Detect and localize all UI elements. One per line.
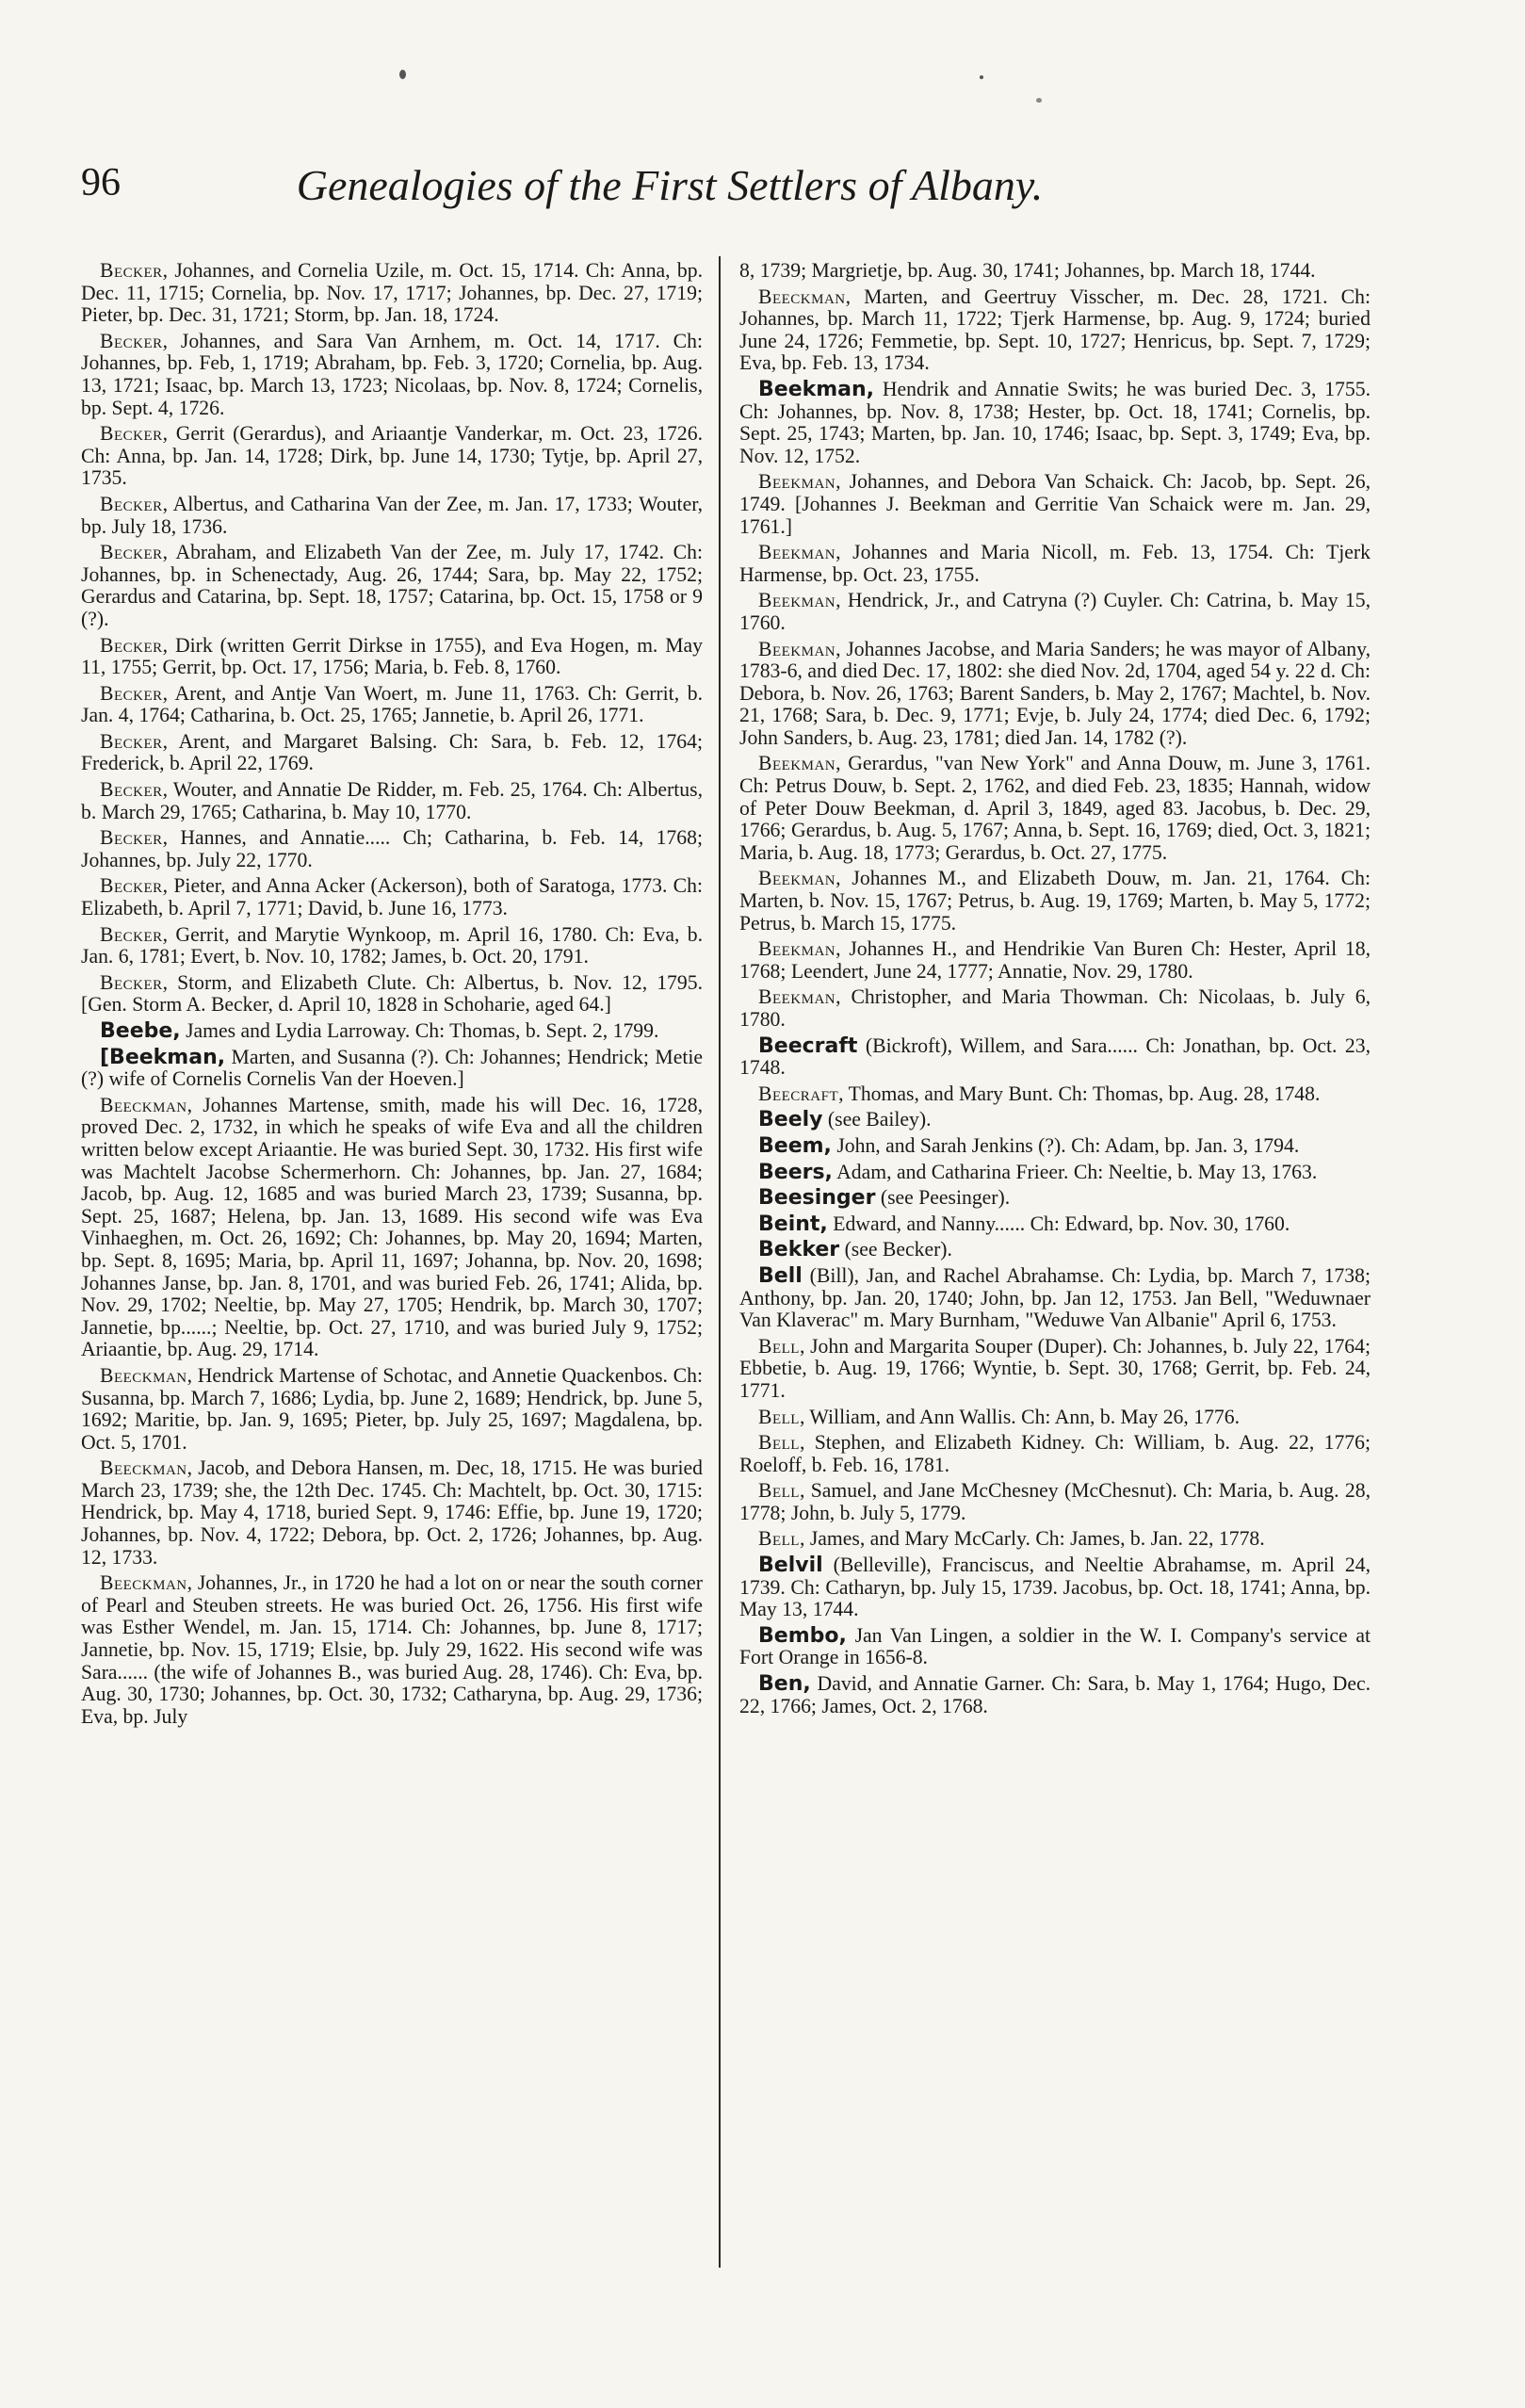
entry-surname: Beely xyxy=(758,1108,823,1132)
entry-text: (Bickroft), Willem, and Sara...... Ch: Jonathan, bp. Oct. 23, 1748. xyxy=(739,1033,1371,1080)
entry-text: , Johannes, and Cornelia Uzile, m. Oct. 15, 1714. Ch: Anna, bp. Dec. 11, 1715; Cornelia, bp. Nov. 17, 1717; Johannes, bp. Dec. 27, 1719; Pieter, bp. Dec. 31, 1721; Storm, bp. Jan. 18, 1724. xyxy=(81,260,703,327)
entry-text: , James, and Mary McCarly. Ch: James, b. Jan. 22, 1778. xyxy=(799,1527,1265,1551)
genealogy-entry xyxy=(739,1554,1371,1621)
entry-surname: Beesinger xyxy=(758,1186,876,1211)
entry-text: , Pieter, and Anna Acker (Ackerson), both of Saratoga, 1773. Ch: Elizabeth, b. April 7, 1771; David, b. June 16, 1773. xyxy=(81,874,703,920)
genealogy-entry xyxy=(81,827,703,871)
entry-text: (see Bailey). xyxy=(822,1108,932,1131)
entry-surname: Becker xyxy=(100,633,163,657)
genealogy-entry xyxy=(81,1047,703,1091)
genealogy-entry xyxy=(739,1135,1371,1158)
entry-text: 8, 1739; Margrietje, bp. Aug. 30, 1741; Johannes, bp. March 18, 1744. xyxy=(739,260,1316,282)
entry-surname: Beekman xyxy=(758,637,836,660)
genealogy-entry xyxy=(739,1187,1371,1210)
genealogy-entry xyxy=(739,1035,1371,1080)
page-header xyxy=(81,160,1145,217)
entry-surname: Bekker xyxy=(758,1238,840,1262)
genealogy-entry xyxy=(739,1480,1371,1524)
entry-surname: Bell xyxy=(758,1479,800,1503)
genealogy-entry xyxy=(739,753,1371,864)
running-title: Genealogies of the First Settlers of Albany. xyxy=(296,161,1044,209)
entry-surname: Becker xyxy=(100,922,163,946)
entry-surname: Beekman xyxy=(758,589,836,612)
entry-surname: Becker xyxy=(100,778,163,802)
entry-surname: Becker xyxy=(100,681,163,705)
genealogy-entry xyxy=(739,1265,1371,1332)
entry-text: , William, and Ann Wallis. Ch: Ann, b. May 26, 1776. xyxy=(799,1405,1241,1428)
genealogy-entry xyxy=(81,1020,703,1043)
entry-surname: Bell xyxy=(758,1431,800,1455)
genealogy-entry xyxy=(81,1457,703,1569)
genealogy-entry xyxy=(739,286,1371,375)
entry-text: , Gerardus, "van New York" and Anna Douw, m. June 3, 1761. Ch: Petrus Douw, b. Sept. 2, 1762, and died Feb. 23, 1835; Hannah, widow of Peter Douw Beekman, d. April 3, 1849, aged 83. Jacobus, b. Dec. 29, 1766; Gerardus, b. Aug. 5, 1767; Anna, b. Sept. 16, 1769; died, Oct. 3, 1821; Maria, b. Aug. 18, 1773; Gerardus, b. Oct. 27, 1775. xyxy=(739,752,1371,864)
entry-text: Jan Van Lingen, a soldier in the W. I. Company's service at Fort Orange in 1656-8. xyxy=(739,1623,1371,1669)
genealogy-entry xyxy=(81,731,703,775)
entry-surname: Becker xyxy=(100,422,163,446)
entry-surname: Beeckman xyxy=(100,1456,187,1480)
genealogy-entry xyxy=(739,639,1371,750)
genealogy-entry xyxy=(81,494,703,538)
ink-speck xyxy=(399,70,406,79)
entry-surname: Becker xyxy=(100,970,163,994)
genealogy-entry xyxy=(81,331,703,419)
entry-surname: Beekman, xyxy=(758,377,875,401)
column-divider xyxy=(719,256,721,2268)
entry-text: , Hannes, and Annatie..... Ch; Catharina, b. Feb. 14, 1768; Johannes, bp. July 22, 1770. xyxy=(81,826,703,871)
entry-text: , Gerrit, and Marytie Wynkoop, m. April 16, 1780. Ch: Eva, b. Jan. 6, 1781; Evert, b. Nov. 10, 1782; James, b. Oct. 20, 1791. xyxy=(81,922,703,968)
genealogy-entry xyxy=(739,379,1371,467)
entry-surname: Beecraft xyxy=(758,1033,858,1058)
entry-text: , Johannes Jacobse, and Maria Sanders; he was mayor of Albany, 1783-6, and died Dec. 17, 1802: she died Nov. 2d, 1704, aged 54 y. 22 d. Ch: Debora, b. Nov. 26, 1763; Barent Sanders, b. May 2, 1767; Machtel, b. Nov. 21, 1768; Sara, b. Dec. 9, 1771; Evje, b. July 24, 1774; died Dec. 6, 1792; John Sanders, b. Aug. 23, 1781; died Jan. 14, 1782 (?). xyxy=(739,637,1371,749)
genealogy-entry xyxy=(81,1572,703,1728)
entry-text: , Johannes Martense, smith, made his will Dec. 16, 1728, proved Dec. 2, 1732, in which he speaks of wife Eva and all the children written below except Ariaantie. He was buried Sept. 30, 1732. His first wife was Machtelt Jacobse Schermerhorn. Ch: Johannes, bp. Jan. 27, 1684; Jacob, bp. Aug. 12, 1685 and was buried March 23, 1739; Susanna, bp. Sept. 25, 1687; Helena, bp. Jan. 13, 1689. His second wife was Eva Vinhaeghen, m. Oct. 26, 1692; Ch: Johannes, bp. May 20, 1694; Marten, bp. Sept. 8, 1695; Maria, bp. April 11, 1697; Johanna, bp. Nov. 20, 1698; Johannes Janse, bp. Jan. 8, 1701, and was buried Feb. 26, 1741; Alida, bp. Nov. 29, 1702; Neeltie, bp. May 27, 1705; Hendrik, bp. March 30, 1707; Jannetie, bp......; Neeltie, bp. Oct. 27, 1710, and was buried July 9, 1752; Ariaantie, bp. Aug. 29, 1714. xyxy=(81,1093,703,1361)
entry-surname: Bembo, xyxy=(758,1623,847,1648)
genealogy-entry xyxy=(81,423,703,490)
entry-text: (Bill), Jan, and Rachel Abrahamse. Ch: Lydia, bp. March 7, 1738; Anthony, bp. Jan. 20, 1740; John, bp. Jan 12, 1753. Jan Bell, "Weduwnaer Van Klaverac" m. Mary Burnham, "Weduwe Van Albanie" April 6, 1753. xyxy=(739,1263,1371,1332)
left-column xyxy=(81,260,703,2267)
entry-text: , Hendrick Martense of Schotac, and Annetie Quackenbos. Ch: Susanna, bp. March 7, 1686; Lydia, bp. June 2, 1689; Hendrick, bp. June 5, 1692; Maritie, bp. Jan. 9, 1695; Pieter, bp. July 25, 1697; Magdalena, bp. Oct. 5, 1701. xyxy=(81,1363,703,1454)
entry-text: David, and Annatie Garner. Ch: Sara, b. May 1, 1764; Hugo, Dec. 22, 1766; James, Oct. 2, 1768. xyxy=(739,1672,1371,1717)
genealogy-entry xyxy=(81,779,703,823)
genealogy-entry xyxy=(81,1095,703,1361)
entry-text: Adam, and Catharina Frieer. Ch: Neeltie, b. May 13, 1763. xyxy=(832,1160,1318,1183)
genealogy-entry xyxy=(739,1213,1371,1236)
entry-surname: Beem, xyxy=(758,1133,832,1158)
entry-text: , Johannes M., and Elizabeth Douw, m. Jan. 21, 1764. Ch: Marten, b. Nov. 15, 1767; Petrus, b. Aug. 19, 1769; Marten, b. May 5, 1772; Petrus, b. March 15, 1775. xyxy=(739,867,1371,935)
right-column xyxy=(739,260,1371,2267)
entry-surname: Bell xyxy=(758,1334,800,1358)
entry-surname: Beeckman xyxy=(758,285,846,308)
entry-surname: Bell xyxy=(758,1263,803,1288)
entry-surname: Becker xyxy=(100,492,163,515)
genealogy-entry xyxy=(739,1673,1371,1717)
ink-speck xyxy=(980,75,983,79)
entry-surname: Bell xyxy=(758,1405,800,1428)
entry-surname: Beekman xyxy=(758,867,836,890)
entry-surname: Beeckman xyxy=(100,1363,187,1387)
entry-text: Edward, and Nanny...... Ch: Edward, bp. Nov. 30, 1760. xyxy=(827,1212,1290,1235)
entry-text: , Abraham, and Elizabeth Van der Zee, m. July 17, 1742. Ch: Johannes, bp. in Schenectady, Aug. 26, 1744; Sara, bp. May 22, 1752; Gerardus and Catarina, bp. Sept. 18, 1757; Catarina, bp. Oct. 15, 1758 or 9 (?). xyxy=(81,541,703,630)
entry-surname: Bell xyxy=(758,1527,800,1551)
genealogy-entry xyxy=(739,471,1371,538)
entry-text: , Johannes and Maria Nicoll, m. Feb. 13, 1754. Ch: Tjerk Harmense, bp. Oct. 23, 1755. xyxy=(739,541,1371,586)
genealogy-entry xyxy=(739,1432,1371,1476)
entry-text: , Johannes, and Sara Van Arnhem, m. Oct. 14, 1717. Ch: Johannes, bp. Feb, 1, 1719; Abraham, bp. Feb. 3, 1720; Cornelia, bp. Aug. 13, 1721; Isaac, bp. March 13, 1723; Nicolaas, bp. Nov. 8, 1724; Cornelis, bp. Sept. 4, 1726. xyxy=(81,329,703,419)
genealogy-entry xyxy=(81,1365,703,1454)
entry-text: , Arent, and Margaret Balsing. Ch: Sara, b. Feb. 12, 1764; Frederick, b. April 22, 1769. xyxy=(81,729,703,775)
genealogy-entry xyxy=(739,1083,1371,1106)
entry-text: (see Becker). xyxy=(839,1238,952,1261)
entry-text: , Samuel, and Jane McChesney (McChesnut). Ch: Maria, b. Aug. 28, 1778; John, b. July 5, 1779. xyxy=(739,1479,1371,1524)
genealogy-entry xyxy=(81,635,703,679)
entry-text: , Marten, and Geertruy Visscher, m. Dec. 28, 1721. Ch: Johannes, bp. March 11, 1722; Tjerk Harmense, bp. Aug. 9, 1724; buried June 24, 1726; Femmetie, bp. Sept. 10, 1727; Henricus, bp. Sept. 7, 1729; Eva, bp. Feb. 13, 1734. xyxy=(739,285,1371,375)
entry-surname: Beekman xyxy=(758,985,836,1009)
entry-text: James and Lydia Larroway. Ch: Thomas, b. Sept. 2, 1799. xyxy=(180,1019,659,1042)
entry-text: , Dirk (written Gerrit Dirkse in 1755), and Eva Hogen, m. May 11, 1755; Gerrit, bp. Oct. 17, 1756; Maria, b. Feb. 8, 1760. xyxy=(81,633,703,679)
entry-surname: Beers, xyxy=(758,1160,833,1184)
genealogy-entry xyxy=(739,1625,1371,1669)
entry-text: , Christopher, and Maria Thowman. Ch: Nicolaas, b. July 6, 1780. xyxy=(739,985,1371,1031)
entry-text: Marten, and Susanna (?). Ch: Johannes; Hendrick; Metie (?) wife of Cornelis Cornelis Van der Hoeven.] xyxy=(81,1045,703,1091)
genealogy-entry xyxy=(739,1239,1371,1261)
genealogy-entry xyxy=(739,1109,1371,1131)
genealogy-entry xyxy=(81,542,703,630)
genealogy-entry xyxy=(739,1407,1371,1429)
genealogy-entry xyxy=(739,590,1371,634)
entry-text: Hendrik and Annatie Swits; he was buried Dec. 3, 1755. Ch: Johannes, bp. Nov. 8, 1738; Hester, bp. Oct. 18, 1741; Cornelis, bp. Sept. 25, 1743; Marten, bp. Jan. 10, 1746; Isaac, bp. Sept. 3, 1749; Eva, bp. Nov. 12, 1752. xyxy=(739,377,1371,467)
entry-surname: [Beekman, xyxy=(100,1045,226,1069)
entry-surname: Beebe, xyxy=(100,1019,181,1043)
genealogy-entry xyxy=(739,1528,1371,1551)
page-number: 96 xyxy=(81,161,121,204)
entry-surname: Beekman xyxy=(758,752,836,775)
entry-surname: Beekman xyxy=(758,541,836,564)
genealogy-entry xyxy=(739,938,1371,983)
genealogy-entry xyxy=(739,542,1371,586)
entry-text: , Arent, and Antje Van Woert, m. June 11, 1763. Ch: Gerrit, b. Jan. 4, 1764; Catharina, b. Oct. 25, 1765; Jannetie, b. April 26, 1771. xyxy=(81,681,703,727)
entry-surname: Beekman xyxy=(758,937,836,961)
entry-text: , Johannes H., and Hendrikie Van Buren Ch: Hester, April 18, 1768; Leendert, June 24, 1777; Annatie, Nov. 29, 1780. xyxy=(739,937,1371,983)
entry-text: , Johannes, and Debora Van Schaick. Ch: Jacob, bp. Sept. 26, 1749. [Johannes J. Beekman and Gerritie Van Schaick were m. Jan. 29, 1761.] xyxy=(739,470,1371,538)
entry-text: , Wouter, and Annatie De Ridder, m. Feb. 25, 1764. Ch: Albertus, b. March 29, 1765; Catharina, b. May 10, 1770. xyxy=(81,778,703,823)
genealogy-entry xyxy=(81,260,703,327)
entry-text: , Johannes, Jr., in 1720 he had a lot on or near the south corner of Pearl and Steuben streets. He was buried Oct. 26, 1756. His first wife was Esther Wendel, m. Jan. 15, 1714. Ch: Johannes, bp. June 8, 1717; Jannetie, bp. Nov. 15, 1719; Elsie, bp. July 29, 1622. His second wife was Sara...... (the wife of Johannes B., was buried Aug. 28, 1746). Ch: Eva, bp. Aug. 30, 1730; Johannes, bp. Oct. 30, 1732; Catharyna, bp. Aug. 29, 1736; Eva, bp. July xyxy=(81,1571,703,1728)
entry-text: , John and Margarita Souper (Duper). Ch: Johannes, b. July 22, 1764; Ebbetie, b. Aug. 19, 1766; Wyntie, b. Sept. 30, 1768; Gerrit, bp. Feb. 24, 1771. xyxy=(739,1334,1371,1402)
entry-surname: Becker xyxy=(100,874,163,898)
entry-surname: Beeckman xyxy=(100,1571,187,1595)
entry-surname: Beeckman xyxy=(100,1093,187,1116)
genealogy-entry xyxy=(739,1336,1371,1403)
entry-surname: Becker xyxy=(100,541,163,564)
entry-text: , Gerrit (Gerardus), and Ariaantje Vanderkar, m. Oct. 23, 1726. Ch: Anna, bp. Jan. 14, 1728; Dirk, bp. June 14, 1730; Tytje, bp. April 27, 1735. xyxy=(81,422,703,490)
genealogy-entry xyxy=(81,972,703,1017)
genealogy-entry xyxy=(739,986,1371,1031)
entry-surname: Ben, xyxy=(758,1672,811,1697)
entry-text: (Belleville), Franciscus, and Neeltie Abrahamse, m. April 24, 1739. Ch: Catharyn, bp. July 15, 1739. Jacobus, bp. Oct. 18, 1741; Anna, bp. May 13, 1744. xyxy=(739,1554,1371,1621)
genealogy-entry xyxy=(81,875,703,919)
ink-speck xyxy=(1036,98,1042,103)
genealogy-entry xyxy=(739,1162,1371,1184)
entry-surname: Becker xyxy=(100,826,163,850)
entry-surname: Beekman xyxy=(758,470,836,494)
entry-surname: Becker xyxy=(100,260,163,282)
entry-surname: Belvil xyxy=(758,1554,823,1578)
entry-text: (see Peesinger). xyxy=(875,1186,1011,1210)
entry-surname: Becker xyxy=(100,329,163,352)
genealogy-entry xyxy=(739,868,1371,935)
genealogy-entry xyxy=(81,924,703,968)
entry-text: , Jacob, and Debora Hansen, m. Dec, 18, 1715. He was buried March 23, 1739; she, the 12th Dec. 1745. Ch: Machtelt, bp. Oct. 30, 1715: Hendrick, bp. May 4, 1718, buried Sept. 9, 1746: Effie, bp. June 19, 1720; Johannes, bp. Nov. 4, 1722; Debora, bp. Oct. 2, 1726; Johannes, bp. Aug. 12, 1733. xyxy=(81,1456,703,1569)
entry-text: John, and Sarah Jenkins (?). Ch: Adam, bp. Jan. 3, 1794. xyxy=(831,1133,1300,1157)
entry-text: , Hendrick, Jr., and Catryna (?) Cuyler. Ch: Catrina, b. May 15, 1760. xyxy=(739,589,1371,634)
entry-text: , Storm, and Elizabeth Clute. Ch: Albertus, b. Nov. 12, 1795. [Gen. Storm A. Becker, d. April 10, 1828 in Schoharie, aged 64.] xyxy=(81,970,703,1017)
entry-surname: Beecraft xyxy=(758,1082,839,1105)
entry-text: , Stephen, and Elizabeth Kidney. Ch: William, b. Aug. 22, 1776; Roeloff, b. Feb. 16, 1781. xyxy=(739,1431,1371,1476)
genealogy-entry xyxy=(81,683,703,727)
entry-surname: Beint, xyxy=(758,1212,828,1236)
genealogy-entry xyxy=(739,260,1371,283)
entry-surname: Becker xyxy=(100,729,163,753)
entry-text: , Albertus, and Catharina Van der Zee, m. Jan. 17, 1733; Wouter, bp. July 18, 1736. xyxy=(81,492,703,538)
entry-text: , Thomas, and Mary Bunt. Ch: Thomas, bp. Aug. 28, 1748. xyxy=(838,1082,1321,1105)
